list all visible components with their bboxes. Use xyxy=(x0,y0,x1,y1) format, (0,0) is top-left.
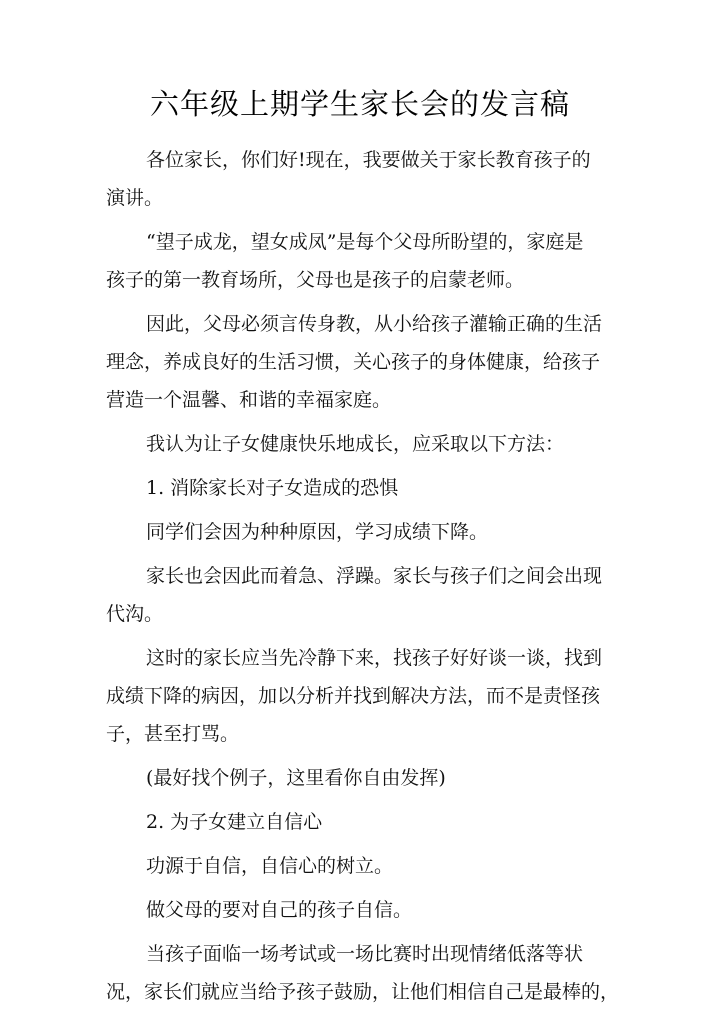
paragraph-line: 当孩子面临一场考试或一场比赛时出现情绪低落等状 xyxy=(146,943,584,965)
paragraph-line: 因此，父母必须言传身教，从小给孩子灌输正确的生活 xyxy=(146,313,603,335)
paragraph-line: “望子成龙，望女成凤”是每个父母所盼望的，家庭是 xyxy=(146,231,584,253)
section-heading-2: 2. 为子女建立自信心 xyxy=(146,811,323,833)
paragraph-line: 子，甚至打骂。 xyxy=(106,723,240,745)
paragraph-line: 家长也会因此而着急、浮躁。家长与孩子们之间会出现 xyxy=(146,565,603,587)
paragraph-line: 营造一个温馨、和谐的幸福家庭。 xyxy=(106,389,392,411)
paragraph-line: 功源于自信，自信心的树立。 xyxy=(146,855,394,877)
paragraph-line: 成绩下降的病因，加以分析并找到解决方法，而不是责怪孩 xyxy=(106,685,601,707)
document-title: 六年级上期学生家长会的发言稿 xyxy=(149,87,570,121)
paragraph-line: 代沟。 xyxy=(106,603,164,625)
section-heading-1: 1. 消除家长对子女造成的恐惧 xyxy=(146,477,399,499)
paragraph-line: 做父母的要对自己的孩子自信。 xyxy=(146,899,413,921)
paragraph-line-note: (最好找个例子，这里看你自由发挥) xyxy=(146,767,446,789)
paragraph-line: 理念，养成良好的生活习惯，关心孩子的身体健康，给孩子 xyxy=(106,351,601,373)
paragraph-line-greeting: 各位家长，你们好!现在，我要做关于家长教育孩子的 xyxy=(146,149,591,171)
paragraph-line: 我认为让子女健康快乐地成长，应采取以下方法： xyxy=(146,433,565,455)
paragraph-line: 这时的家长应当先冷静下来，找孩子好好谈一谈，找到 xyxy=(146,647,603,669)
paragraph-line: 演讲。 xyxy=(106,187,164,209)
paragraph-line: 孩子的第一教育场所，父母也是孩子的启蒙老师。 xyxy=(106,269,525,291)
paragraph-line: 况，家长们就应当给予孩子鼓励，让他们相信自己是最棒的， xyxy=(106,981,620,1003)
paragraph-line: 同学们会因为种种原因，学习成绩下降。 xyxy=(146,521,489,543)
